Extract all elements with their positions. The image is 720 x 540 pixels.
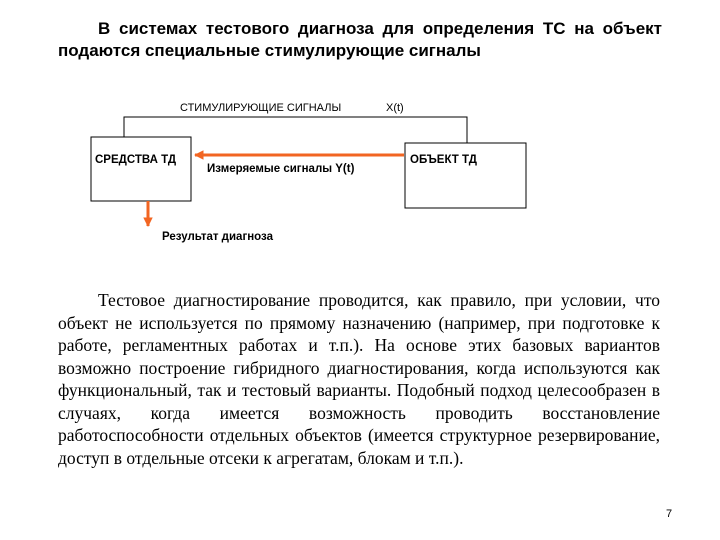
diagnostic-tools-label: СРЕДСТВА ТД xyxy=(95,154,177,166)
diagnosis-object-box xyxy=(405,143,526,208)
slide-heading: В системах тестового диагноза для определения ТС на объект подаются специальные стимулирующие сигналы xyxy=(58,19,662,60)
stimulus-signal-line xyxy=(124,117,467,143)
stimulus-label: СТИМУЛИРУЮЩИЕ СИГНАЛЫ xyxy=(180,102,342,114)
body-paragraph: Тестовое диагностирование проводится, как правило, при условии, что объект не используется по прямому назначению (например, при подготовке к работе, регламентных работах и т.п.). На основе этих базовых вариантов возможно построение гибридного диагностирования, когда используются как функциональный, так и тестовый варианты. Подобный подход целесообразен в случаях, когда имеется возможность проводить восстановление работоспособности отдельных объектов (имеется структурное резервирование, доступ в отдельные отсеки к агрегатам, блокам и т.п.). xyxy=(58,290,660,468)
result-label: Результат диагноза xyxy=(162,231,274,243)
stimulus-symbol: X(t) xyxy=(386,102,404,114)
diagnosis-object-label: ОБЪЕКТ ТД xyxy=(410,154,477,166)
page-number: 7 xyxy=(666,508,673,520)
measured-signal-label: Измеряемые сигналы Y(t) xyxy=(207,163,355,175)
diagnostic-tools-box xyxy=(91,137,191,201)
